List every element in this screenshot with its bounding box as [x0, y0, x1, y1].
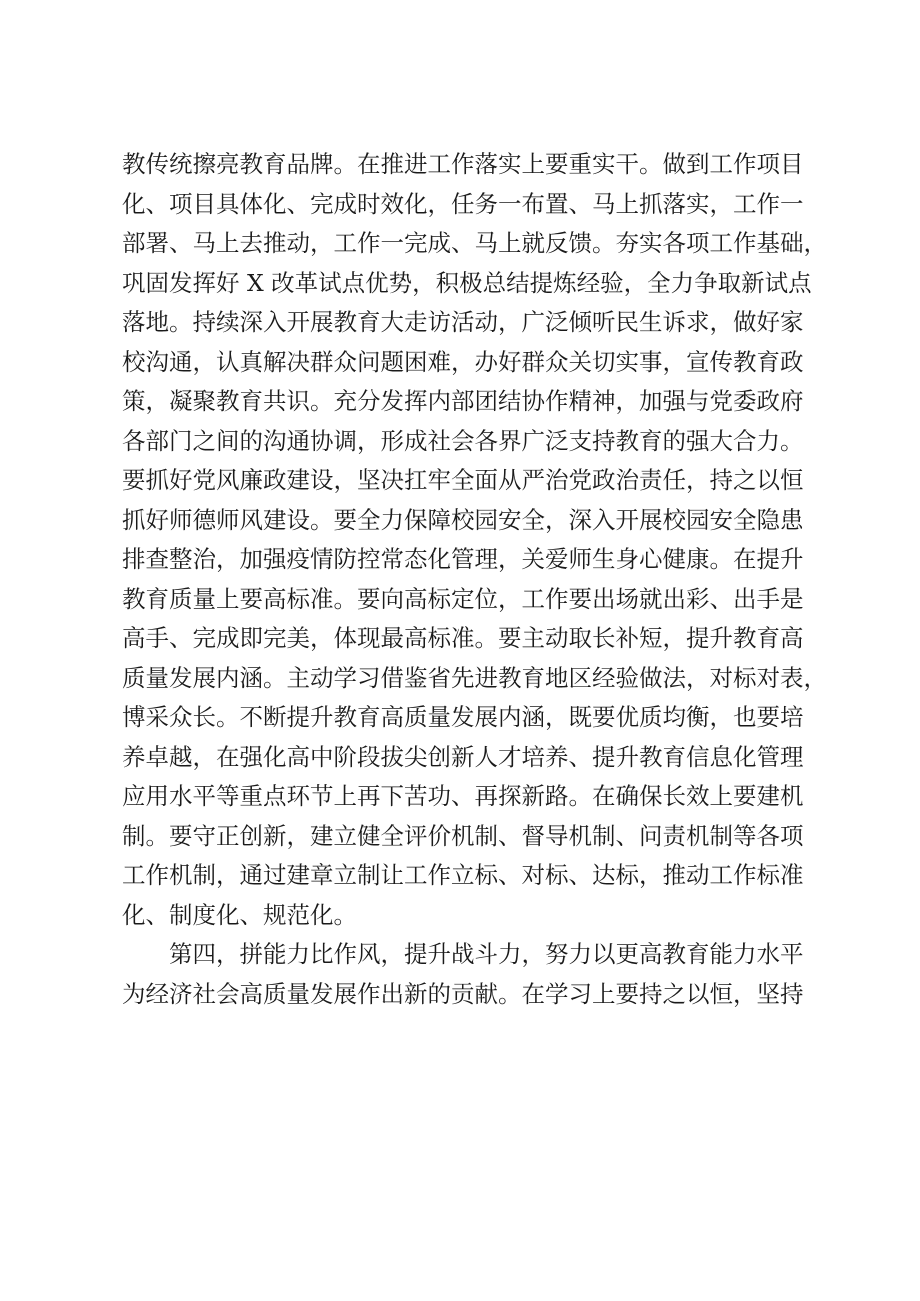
text-line: 各部门之间的沟通协调，形成社会各界广泛支持教育的强大合力。 — [122, 426, 804, 455]
text-line: 落地。持续深入开展教育大走访活动，广泛倾听民生诉求，做好家 — [122, 308, 804, 336]
text-line: 教传统擦亮教育品牌。在推进工作落实上要重实干。做到工作项目 — [122, 150, 804, 178]
text-line: 工作机制，通过建章立制让工作立标、对标、达标，推动工作标准 — [122, 861, 804, 889]
text-line: 要抓好党风廉政建设，坚决扛牢全面从严治党政治责任，持之以恒 — [122, 466, 804, 494]
text-line: 排查整治，加强疫情防控常态化管理，关爱师生身心健康。在提升 — [122, 545, 804, 573]
text-line: 教育质量上要高标准。要向高标定位，工作要出场就出彩、出手是 — [122, 584, 804, 613]
text-line: 抓好师德师风建设。要全力保障校园安全，深入开展校园安全隐患 — [122, 505, 804, 534]
text-line: 应用水平等重点环节上再下苦功、再探新路。在确保长效上要建机 — [122, 782, 804, 810]
text-line: 化、项目具体化、完成时效化，任务一布置、马上抓落实，工作一 — [122, 189, 804, 218]
document-body — [122, 145, 827, 1014]
text-line: 化、制度化、规范化。 — [122, 900, 357, 929]
text-line: 质量发展内涵。主动学习借鉴省先进教育地区经验做法，对标对表， — [122, 663, 827, 692]
text-line: 为经济社会高质量发展作出新的贡献。在学习上要持之以恒，坚持 — [122, 979, 804, 1008]
text-line: 养卓越，在强化高中阶段拔尖创新人才培养、提升教育信息化管理 — [122, 742, 804, 771]
text-line: 制。要守正创新，建立健全评价机制、督导机制、问责机制等各项 — [122, 821, 804, 850]
text-line: 巩固发挥好 X 改革试点优势，积极总结提炼经验，全力争取新试点 — [122, 268, 812, 297]
paragraph-2 — [122, 935, 802, 1014]
text-line: 部署、马上去推动，工作一完成、马上就反馈。夯实各项工作基础， — [122, 229, 827, 257]
text-line: 第四，拼能力比作风，提升战斗力，努力以更高教育能力水平 — [169, 940, 804, 968]
text-line: 策，凝聚教育共识。充分发挥内部团结协作精神，加强与党委政府 — [122, 387, 804, 415]
text-line: 高手、完成即完美，体现最高标准。要主动取长补短，提升教育高 — [122, 624, 804, 652]
paragraph-1 — [122, 145, 827, 935]
text-line: 校沟通，认真解决群众问题困难，办好群众关切实事，宣传教育政 — [122, 347, 804, 376]
text-line: 博采众长。不断提升教育高质量发展内涵，既要优质均衡，也要培 — [122, 703, 804, 731]
